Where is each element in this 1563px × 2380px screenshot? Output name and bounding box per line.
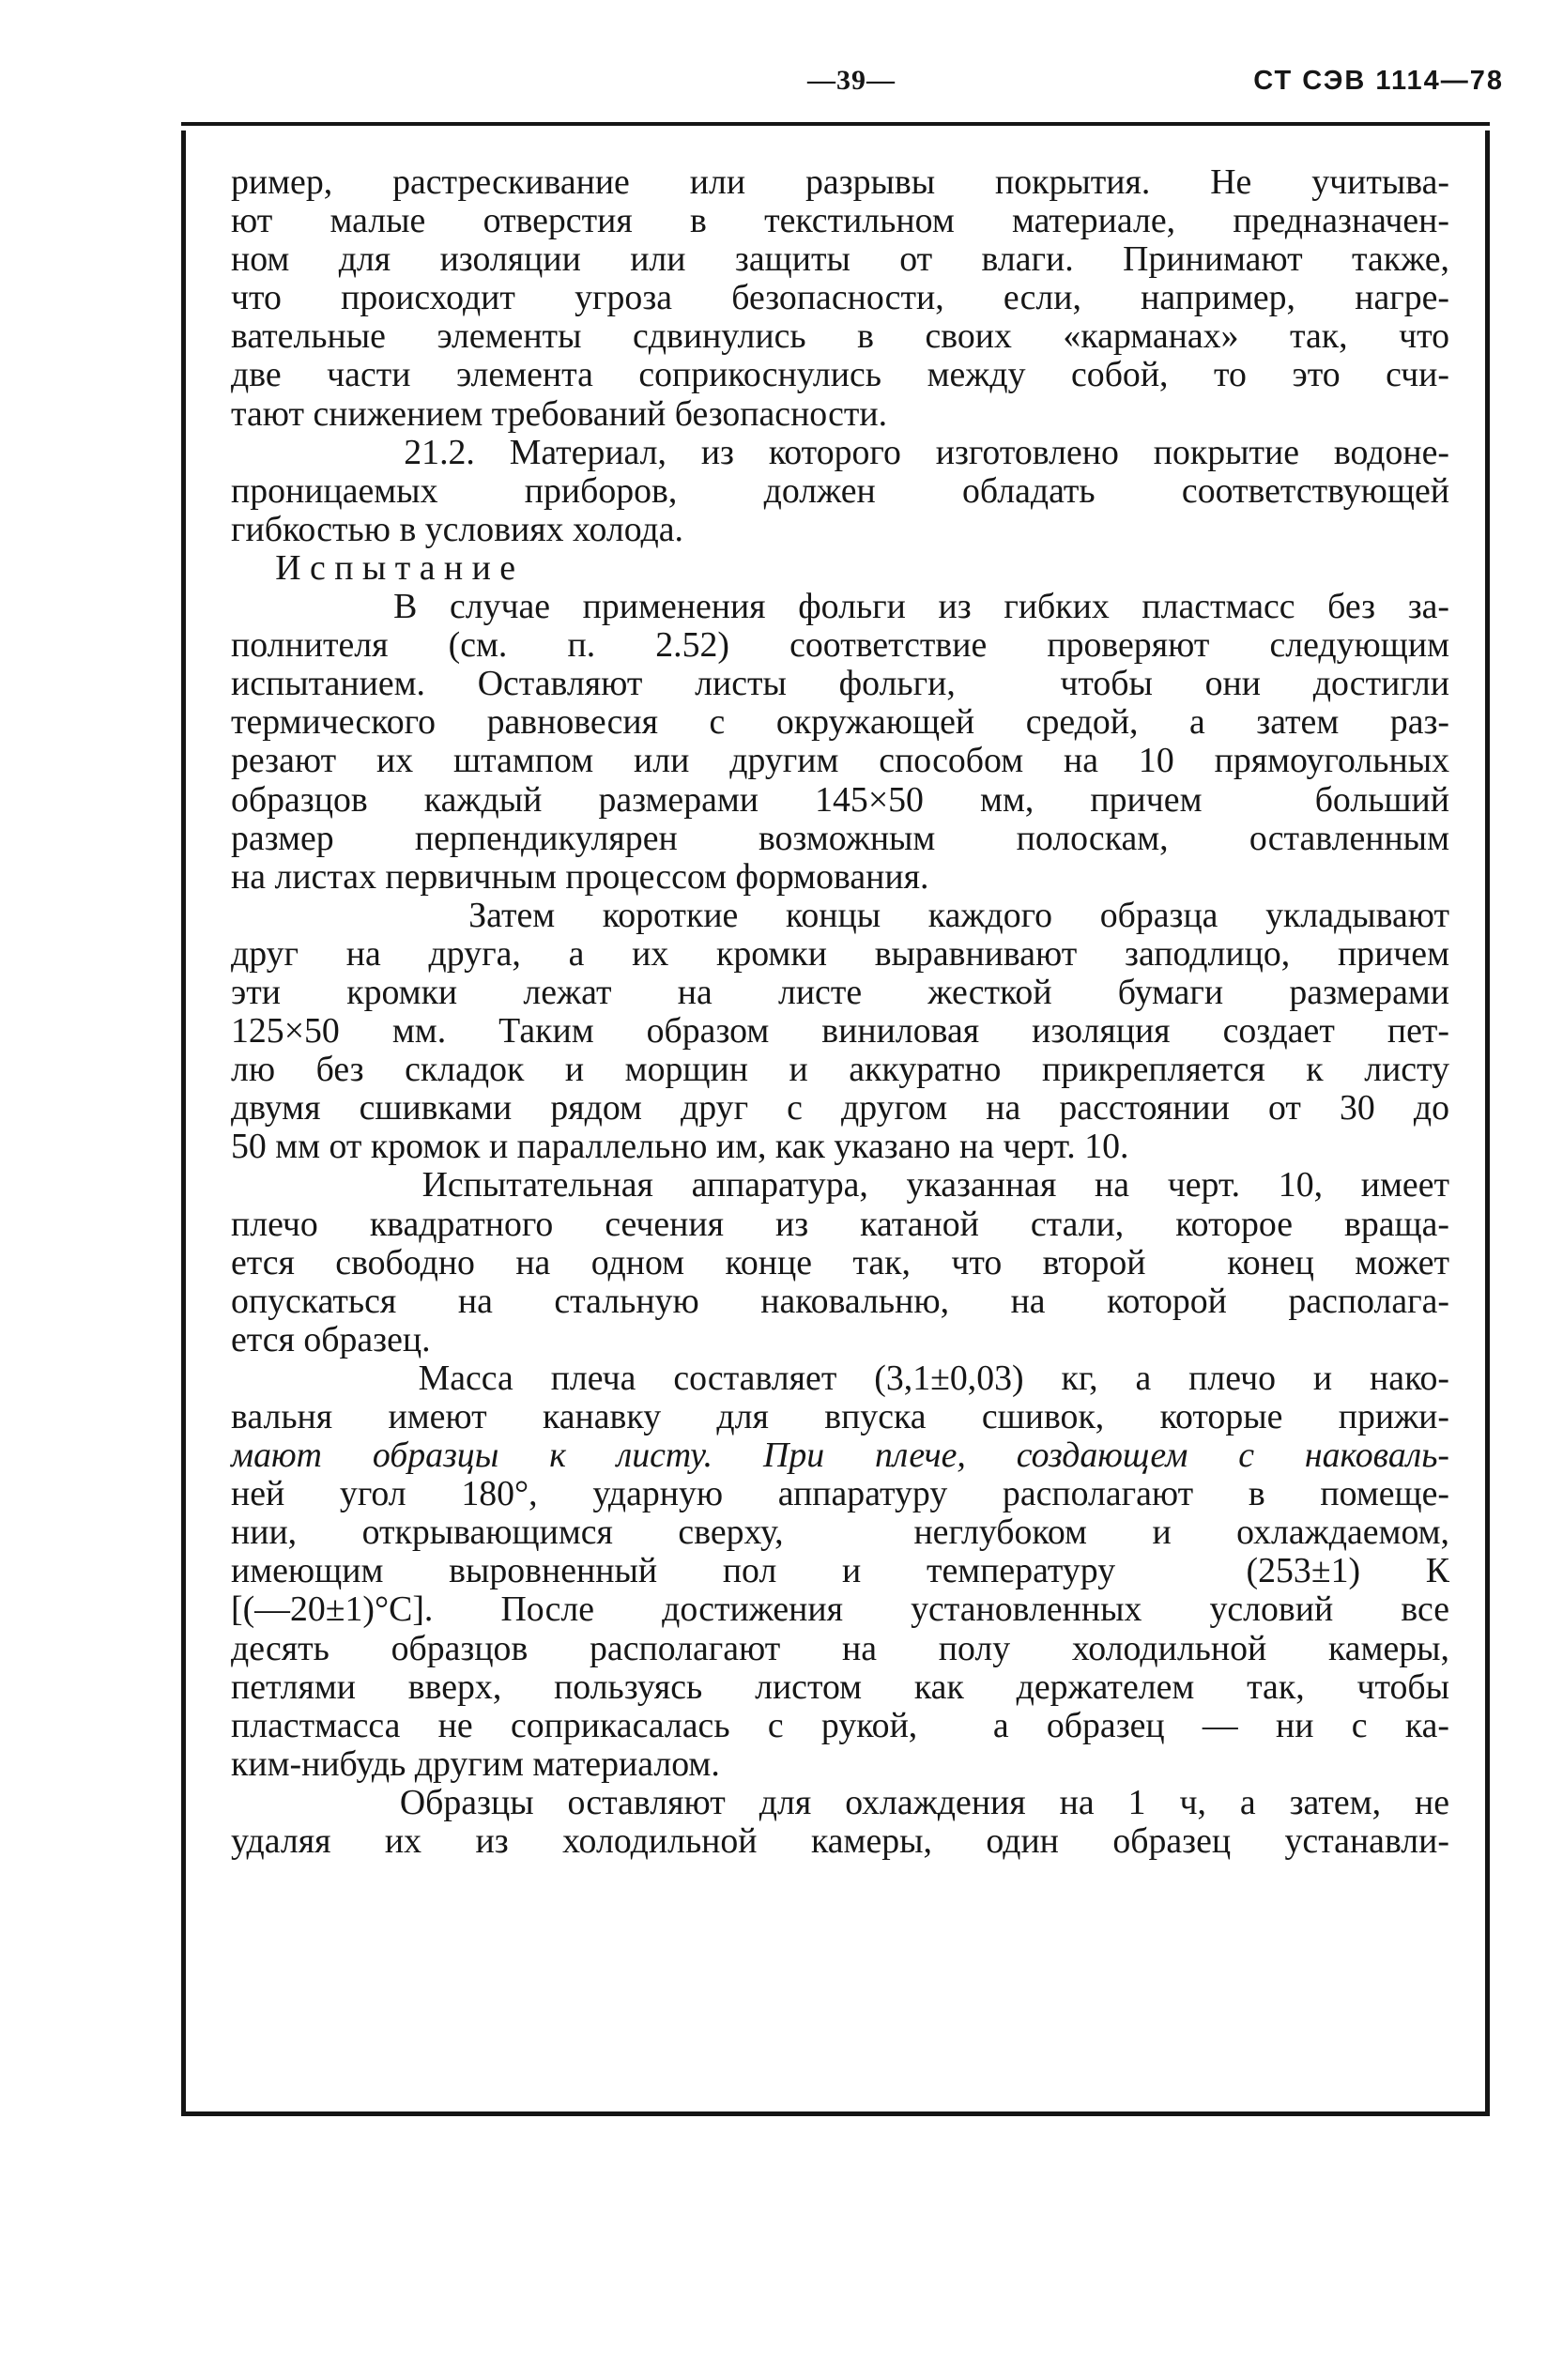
text-line: полнителя (см. п. 2.52) соответствие проверяют следующим [231,625,1449,666]
paragraph [231,1784,1449,1861]
paragraph-section-21-2 [231,434,1449,549]
text-line: 50 мм от кромок и параллельно им, как указано на черт. 10. [231,1127,1129,1167]
text-line: Масса плеча составляет (3,1±0,03) кг, а плечо и нако- [231,1358,1449,1398]
paragraph [231,163,1449,434]
text-line: десять образцов располагают на полу холодильной камеры, [231,1628,1449,1668]
page-number: —39— [807,65,896,96]
standard-code: СТ СЭВ 1114—78 [1253,66,1504,96]
text-line: имеющим выровненный пол и температуру (253±1) К [231,1551,1449,1591]
text-line: проницаемых приборов, должен обладать соответствующей [231,470,1449,511]
text-line: [(—20±1)°С]. После достижения установленных условий все [231,1589,1449,1630]
text-line: тают снижением требований безопасности. [231,393,888,434]
text-line: ется образец. [231,1319,431,1359]
text-line: образцов каждый размерами 145×50 мм, причем больший [231,779,1449,820]
text-line: гибкостью в условиях холода. [231,509,683,549]
text-line: пластмасса не соприкасалась с рукой, а образец — ни с ка- [231,1705,1449,1745]
text-line: Затем короткие концы каждого образца укладывают [231,895,1449,935]
text-line: что происходит угроза безопасности, если, например, нагре- [231,278,1449,318]
text-line: ример, растрескивание или разрывы покрытия. Не учитыва- [231,162,1449,202]
text-line: мают образцы к листу. При плече, создающем с наковаль- [231,1436,1449,1476]
text-line: термического равновесия с окружающей средой, а затем раз- [231,702,1449,743]
text-line: ким-нибудь другим материалом. [231,1743,720,1784]
text-line: Образцы оставляют для охлаждения на 1 ч, а затем, не [231,1782,1449,1822]
text-line: ном для изоляции или защиты от влаги. Принимают также, [231,239,1449,280]
text-line: удаляя их из холодильной камеры, один образец устанавли- [231,1821,1449,1862]
text-line: две части элемента соприкоснулись между собой, то это счи- [231,355,1449,395]
text-line: размер перпендикулярен возможным полоскам, оставленным [231,818,1449,858]
text-line: двумя сшивками рядом друг с другом на расстоянии от 30 до [231,1088,1449,1129]
paragraph [231,1166,1449,1359]
test-heading [231,549,1449,588]
text-line: 21.2. Материал, из которого изготовлено покрытие водоне- [231,432,1449,472]
text-line: ней угол 180°, ударную аппаратуру располагают в помеще- [231,1474,1449,1514]
text-line: В случае применения фольги из гибких пластмасс без за- [231,587,1449,627]
text-line: опускаться на стальную наковальню, на которой располага- [231,1281,1449,1321]
text-line: петлями вверх, пользуясь листом как держателем так, чтобы [231,1666,1449,1707]
paragraph [231,1359,1449,1784]
paragraph [231,897,1449,1167]
paragraph [231,588,1449,897]
text-line: вальня имеют канавку для впуска сшивок, которые прижи- [231,1397,1449,1436]
frame-top-rule [181,122,1490,126]
text-line: испытанием. Оставляют листы фольги, чтобы они достигли [231,664,1449,704]
text-line: И с п ы т а н и е [231,547,516,588]
text-line: нии, открывающимся сверху, неглубоком и охлаждаемом, [231,1512,1449,1553]
text-line: плечо квадратного сечения из катаной стали, которое враща- [231,1204,1449,1244]
text-line: 125×50 мм. Таким образом виниловая изоляция создает пет- [231,1011,1449,1052]
text-line: резают их штампом или другим способом на 10 прямоугольных [231,741,1449,781]
text-line: на листах первичным процессом формования. [231,856,929,897]
text-line: ется свободно на одном конце так, что второй конец может [231,1242,1449,1282]
text-line: друг на друга, а их кромки выравнивают заподлицо, причем [231,933,1449,974]
body-text [231,163,1449,1861]
text-line: вательные элементы сдвинулись в своих «карманах» так, что [231,316,1449,357]
text-line: ют малые отверстия в текстильном материале, предназначен- [231,201,1449,241]
text-line: Испытательная аппаратура, указанная на черт. 10, имеет [231,1165,1449,1205]
text-line: лю без складок и морщин и аккуратно прикрепляется к листу [231,1050,1449,1090]
text-line: эти кромки лежат на листе жесткой бумаги размерами [231,972,1449,1012]
